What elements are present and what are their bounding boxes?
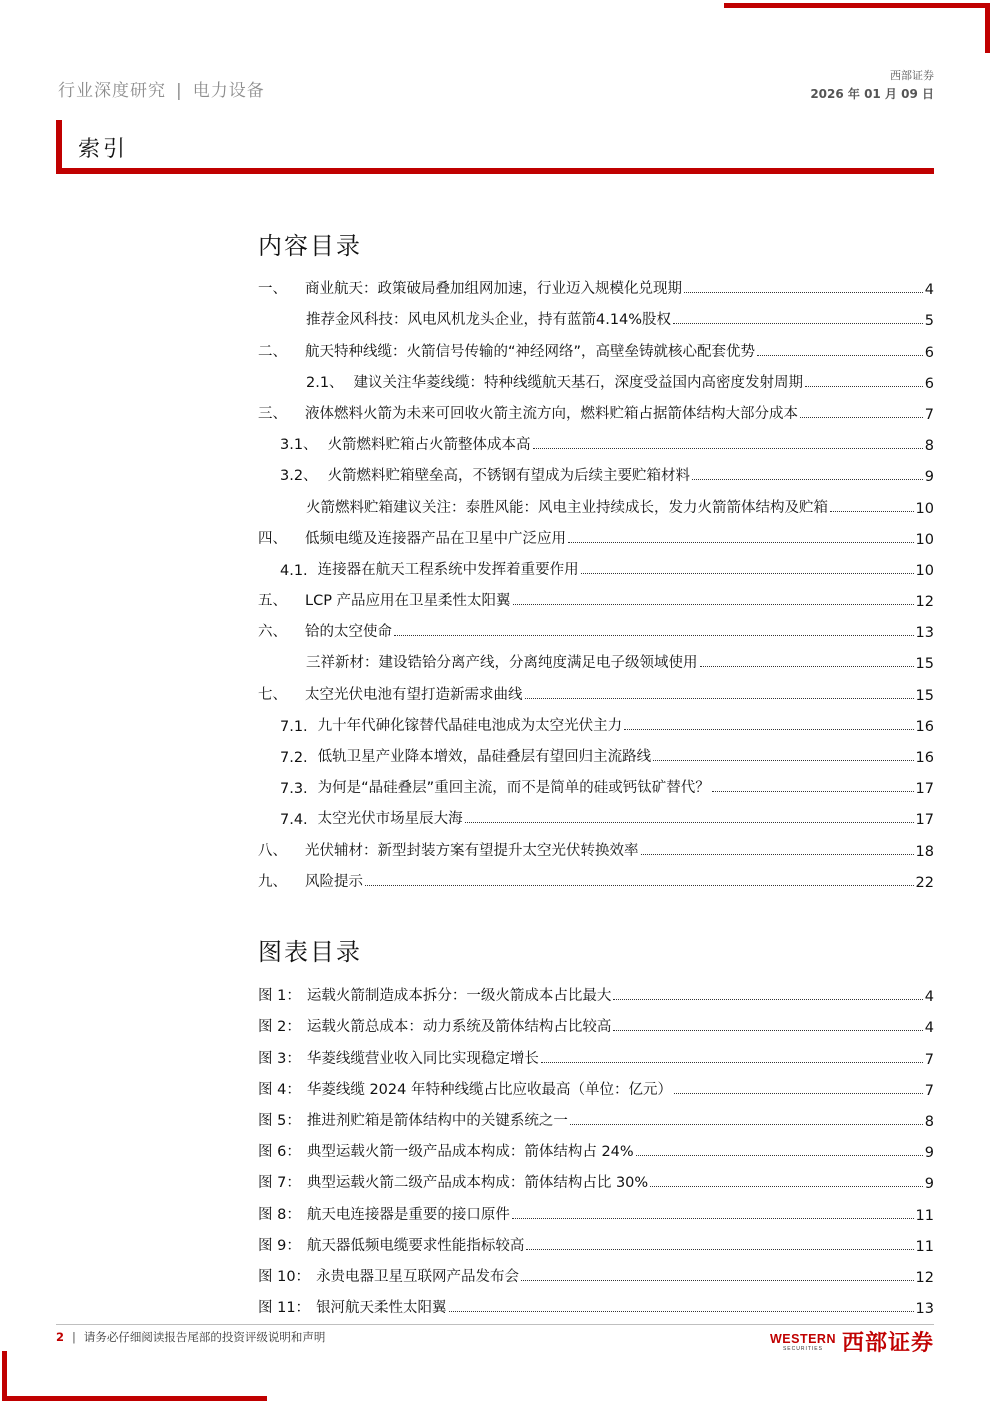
figure-entry[interactable]: [258, 1036, 934, 1067]
figure-entry-page: 9: [924, 1145, 934, 1162]
broker-date-block: [810, 67, 934, 103]
dot-leader: [613, 1030, 922, 1031]
toc-entry-page: 15: [915, 656, 934, 673]
toc-entry-page: 10: [915, 531, 934, 548]
dot-leader: [465, 822, 914, 823]
toc-entry-page: 16: [915, 750, 934, 766]
toc-entry-title: 太空光伏电池有望打造新需求曲线: [305, 686, 523, 703]
report-sector: 电力设备: [192, 81, 265, 101]
toc-entry-title: 太空光伏市场星辰大海: [317, 811, 463, 828]
toc-entry[interactable]: [258, 704, 934, 735]
dot-leader: [692, 479, 923, 480]
toc-entry[interactable]: [258, 766, 934, 797]
toc-entry-page: 7: [924, 406, 934, 423]
toc-entry-title: 火箭燃料贮箱占火箭整体成本高: [327, 437, 531, 454]
dot-leader: [830, 511, 914, 512]
toc-entry-page: 9: [924, 469, 934, 486]
footer-text: [56, 1329, 325, 1345]
toc-entry-title: 连接器在航天工程系统中发挥着重要作用: [317, 561, 579, 578]
toc-entry-title: 液体燃料火箭为未来可回收火箭主流方向，燃料贮箱占据箭体结构大部分成本: [305, 405, 798, 422]
toc-entry[interactable]: [258, 329, 934, 360]
figure-entry[interactable]: [258, 1161, 934, 1192]
logo-chinese-name: 西部证券: [841, 1331, 934, 1356]
toc-entry-page: 12: [915, 594, 934, 611]
figure-entry-title: 华菱线缆营业收入同比实现稳定增长: [306, 1050, 539, 1067]
toc-entry-title: 推荐金风科技：风电风机龙头企业，持有蓝箭4.14%股权: [306, 312, 672, 329]
logo-english: [770, 1332, 836, 1352]
toc-entry-page: 10: [915, 562, 934, 579]
dot-leader: [512, 1218, 914, 1219]
toc-entry-number: 五、: [258, 593, 287, 610]
dot-leader: [365, 885, 914, 886]
toc-entry-number: 三、: [258, 405, 287, 422]
dot-leader: [805, 386, 923, 387]
dot-leader: [533, 448, 923, 449]
figure-entry-label: 图 7：: [258, 1175, 301, 1192]
dot-leader: [521, 1280, 913, 1281]
figure-entry-label: 图 5：: [258, 1112, 301, 1129]
toc-entry-page: 8: [924, 438, 934, 455]
figure-entry-title: 典型运载火箭一级产品成本构成：箭体结构占 24%: [306, 1144, 634, 1161]
figure-entry-page: 9: [924, 1176, 934, 1193]
toc-entry-page: 10: [915, 500, 934, 517]
figure-entry-page: 12: [915, 1269, 934, 1286]
dot-leader: [684, 292, 923, 293]
figure-entry-page: 11: [915, 1238, 934, 1255]
logo-english-sub: SECURITIES: [782, 1345, 823, 1352]
figure-entry-title: 永贵电器卫星互联网产品发布会: [316, 1268, 520, 1285]
section-underline: [56, 168, 934, 174]
figure-entry-page: 8: [924, 1113, 934, 1130]
toc-entry-title: 为何是“晶硅叠层”重回主流，而不是简单的硅或钙钛矿替代？: [317, 780, 710, 797]
toc-entry-title: 九十年代砷化镓替代晶硅电池成为太空光伏主力: [317, 717, 623, 734]
toc-entry-title: 铪的太空使命: [305, 624, 392, 641]
dot-leader: [641, 854, 914, 855]
figures-heading: 图表目录: [258, 938, 362, 966]
toc-entry-page: 5: [924, 313, 934, 330]
toc-entry-number: 2.1、: [306, 374, 344, 391]
dot-leader: [624, 729, 913, 730]
figure-entry-title: 华菱线缆 2024 年特种线缆占比应收最高（单位：亿元）: [306, 1081, 672, 1098]
figure-entry-page: 4: [924, 1020, 934, 1037]
dot-leader: [526, 1249, 913, 1250]
toc-heading: 内容目录: [258, 232, 362, 260]
corner-decoration-bottom-left: [2, 1396, 267, 1401]
toc-entry-page: 6: [924, 344, 934, 361]
dot-leader: [712, 791, 914, 792]
toc-entry-title: LCP 产品应用在卫星柔性太阳翼: [305, 593, 511, 610]
dot-leader: [653, 760, 913, 761]
figure-entry[interactable]: [258, 1068, 934, 1099]
figure-entry-label: 图 10：: [258, 1268, 311, 1285]
toc-entry-page: 17: [915, 812, 934, 829]
dot-leader: [636, 1155, 923, 1156]
report-category-header: [58, 76, 265, 101]
dot-leader: [513, 604, 914, 605]
figure-entry-label: 图 1：: [258, 988, 301, 1005]
figure-entry-title: 推进剂贮箱是箭体结构中的关键系统之一: [306, 1112, 568, 1129]
footer-divider: [56, 1324, 934, 1325]
figure-entry-page: 13: [915, 1301, 934, 1318]
figure-entry[interactable]: [258, 974, 934, 1005]
dot-leader: [581, 573, 914, 574]
toc-entry-title: 商业航天：政策破局叠加组网加速，行业迈入规模化兑现期: [305, 281, 682, 298]
figure-entry-title: 运载火箭制造成本拆分：一级火箭成本占比最大: [306, 988, 612, 1005]
report-category: 行业深度研究: [58, 81, 166, 101]
figure-entry[interactable]: [258, 1099, 934, 1130]
figure-entry-page: 7: [924, 1082, 934, 1099]
figure-entry-title: 航天器低频电缆要求性能指标较高: [306, 1237, 525, 1254]
toc-entry[interactable]: [258, 517, 934, 548]
logo-english-name: WESTERN: [769, 1331, 836, 1346]
figure-entry-page: 7: [924, 1051, 934, 1068]
dot-leader: [674, 1093, 923, 1094]
figure-entry-title: 典型运载火箭二级产品成本构成：箭体结构占比 30%: [306, 1175, 649, 1192]
toc-entry[interactable]: [258, 267, 934, 298]
toc-entry-number: 7.1.: [280, 718, 308, 735]
toc-entry[interactable]: [258, 298, 934, 329]
toc-entry[interactable]: [258, 735, 934, 766]
toc-entry-number: 一、: [258, 281, 287, 298]
figure-entry-label: 图 9：: [258, 1237, 301, 1254]
toc-entry[interactable]: [258, 485, 934, 516]
header-separator: |: [176, 81, 183, 101]
list-of-figures: [258, 974, 934, 1317]
figure-entry-label: 图 6：: [258, 1144, 301, 1161]
figure-entry[interactable]: [258, 1255, 934, 1286]
toc-entry-title: 光伏辅材：新型封装方案有望提升太空光伏转换效率: [305, 842, 639, 859]
toc-entry-number: 7.2.: [280, 750, 308, 766]
dot-leader: [700, 666, 914, 667]
figure-entry[interactable]: [258, 1224, 934, 1255]
figure-entry-label: 图 8：: [258, 1206, 301, 1223]
toc-entry-number: 3.2、: [280, 468, 318, 485]
toc-entry-page: 17: [915, 781, 934, 798]
footer-disclaimer: 请务必仔细阅读报告尾部的投资评级说明和声明: [83, 1330, 326, 1344]
figure-entry-label: 图 4：: [258, 1081, 301, 1098]
toc-entry-title: 航天特种线缆：火箭信号传输的“神经网络”，高壁垒铸就核心配套优势: [305, 343, 756, 360]
toc-entry[interactable]: [258, 797, 934, 828]
figure-entry-label: 图 2：: [258, 1019, 301, 1036]
toc-entry[interactable]: [258, 361, 934, 392]
toc-entry[interactable]: [258, 579, 934, 610]
dot-leader: [673, 323, 923, 324]
corner-decoration-bottom-left-vertical: [2, 1351, 7, 1401]
dot-leader: [757, 355, 923, 356]
section-accent: [56, 120, 62, 174]
toc-entry[interactable]: [258, 610, 934, 641]
figure-entry-title: 运载火箭总成本：动力系统及箭体结构占比较高: [306, 1019, 612, 1036]
figure-entry[interactable]: [258, 1130, 934, 1161]
toc-entry-page: 22: [915, 874, 934, 891]
toc-entry[interactable]: [258, 548, 934, 579]
dot-leader: [449, 1311, 914, 1312]
toc-entry-page: 16: [915, 718, 934, 735]
broker-name: 西部证券: [890, 69, 934, 82]
toc-entry-title: 低频电缆及连接器产品在卫星中广泛应用: [305, 530, 566, 547]
toc-entry-number: 六、: [258, 624, 287, 641]
toc-entry-number: 7.3.: [280, 781, 308, 798]
toc-entry-title: 三祥新材：建设锆铪分离产线，分离纯度满足电子级领域使用: [306, 655, 698, 672]
toc-entry-number: 7.4.: [280, 812, 308, 829]
figure-entry-title: 航天电连接器是重要的接口原件: [306, 1206, 510, 1223]
figure-entry[interactable]: [258, 1286, 934, 1317]
figure-entry[interactable]: [258, 1192, 934, 1223]
table-of-contents: [258, 267, 934, 891]
toc-entry-page: 13: [915, 625, 934, 642]
toc-entry[interactable]: [258, 454, 934, 485]
toc-entry-number: 七、: [258, 686, 287, 703]
toc-entry-number: 九、: [258, 873, 287, 890]
dot-leader: [800, 417, 923, 418]
toc-entry-number: 二、: [258, 343, 287, 360]
figure-entry-label: 图 11：: [258, 1300, 311, 1317]
figure-entry-title: 银河航天柔性太阳翼: [316, 1300, 447, 1317]
section-title: 索引: [78, 137, 129, 162]
dot-leader: [525, 698, 914, 699]
toc-entry-title: 建议关注华菱线缆：特种线缆航天基石，深度受益国内高密度发射周期: [353, 374, 804, 391]
section-title-bar: [56, 120, 934, 174]
toc-entry-number: 八、: [258, 842, 287, 859]
dot-leader: [650, 1186, 923, 1187]
corner-decoration-top-right-vertical: [985, 3, 990, 53]
toc-entry[interactable]: [258, 423, 934, 454]
dot-leader: [568, 542, 914, 543]
toc-entry-number: 3.1、: [280, 437, 318, 454]
page-number: 2: [56, 1330, 65, 1344]
figure-entry-page: 4: [924, 989, 934, 1006]
report-date: 2026 年 01 月 09 日: [810, 87, 934, 101]
corner-decoration-top-right: [724, 3, 990, 8]
toc-entry-page: 15: [915, 687, 934, 704]
toc-entry-number: 四、: [258, 530, 287, 547]
toc-entry[interactable]: [258, 392, 934, 423]
toc-entry-title: 风险提示: [305, 873, 363, 890]
toc-entry-number: 4.1.: [280, 562, 308, 579]
footer-separator: |: [72, 1330, 76, 1344]
toc-entry[interactable]: [258, 860, 934, 891]
toc-entry-page: 4: [924, 282, 934, 299]
toc-entry[interactable]: [258, 828, 934, 859]
toc-entry-page: 6: [924, 375, 934, 392]
dot-leader: [613, 999, 922, 1000]
dot-leader: [570, 1124, 923, 1125]
dot-leader: [541, 1062, 923, 1063]
toc-entry-page: 18: [915, 843, 934, 860]
figure-entry-label: 图 3：: [258, 1050, 301, 1067]
toc-entry-title: 火箭燃料贮箱建议关注：泰胜风能：风电主业持续成长，发力火箭箭体结构及贮箱: [306, 499, 828, 516]
broker-logo: [770, 1326, 934, 1357]
figure-entry[interactable]: [258, 1005, 934, 1036]
toc-entry[interactable]: [258, 641, 934, 672]
toc-entry-title: 火箭燃料贮箱壁垒高，不锈钢有望成为后续主要贮箱材料: [327, 468, 691, 485]
figure-entry-page: 11: [915, 1207, 934, 1224]
toc-entry-title: 低轨卫星产业降本增效，晶硅叠层有望回归主流路线: [317, 749, 652, 765]
dot-leader: [394, 635, 914, 636]
toc-entry[interactable]: [258, 672, 934, 703]
